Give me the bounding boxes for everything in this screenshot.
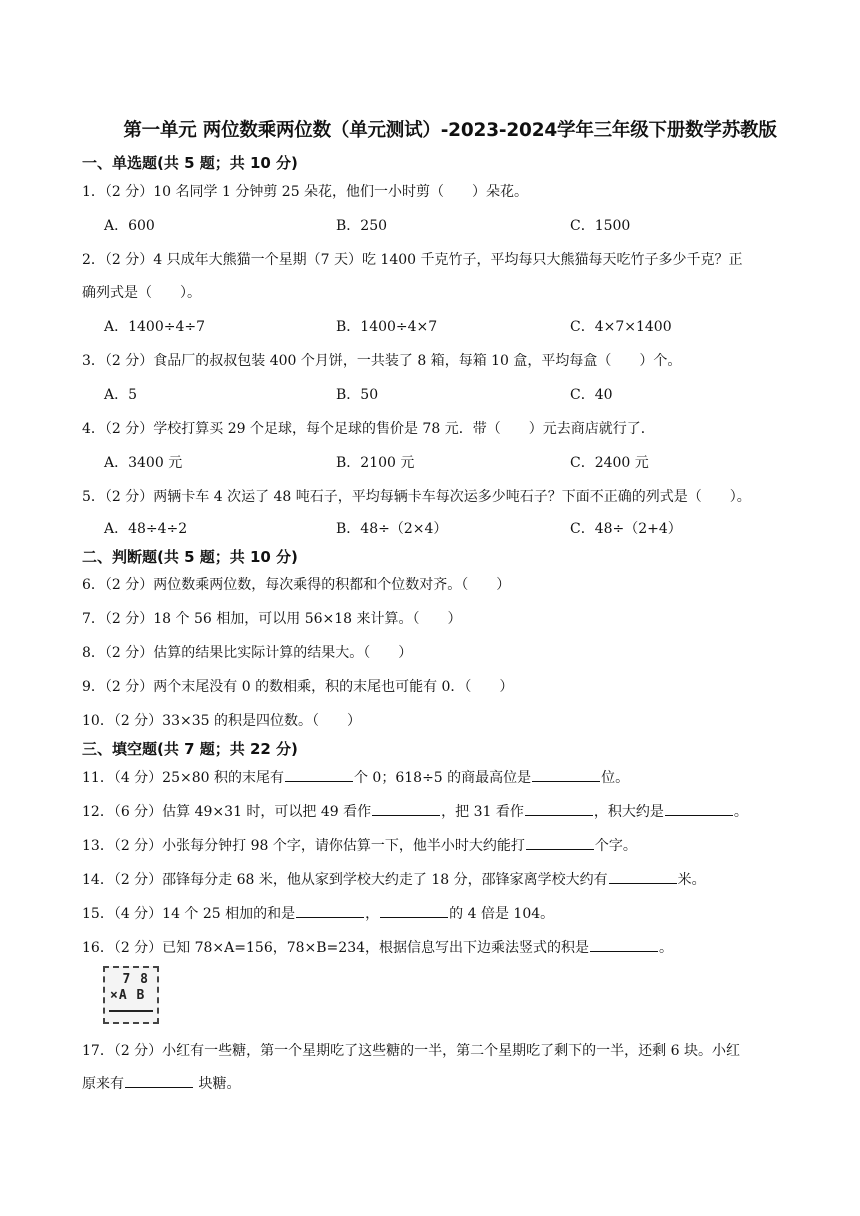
question-13-text: 13．（2 分）小张每分钟打 98 个字，请你估算一下，他半小时大约能打	[82, 838, 525, 854]
option-a: A．5	[104, 387, 138, 403]
option-b: B．50	[336, 387, 379, 403]
question-17-line-2	[82, 1073, 240, 1093]
section-heading-fill-blank: 三、填空题(共 7 题；共 22 分)	[82, 740, 298, 758]
question-13-text: 个字。	[594, 838, 637, 854]
question-2-line-1: 2．（2 分）4 只成年大熊猫一个星期（7 天）吃 1400 千克竹子，平均每只大熊猫每天吃竹子多少千克？正	[82, 252, 743, 268]
question-15-text: 的 4 倍是 104。	[449, 906, 555, 922]
option-a: A．3400 元	[104, 455, 183, 471]
section-heading-single-choice: 一、单选题(共 5 题；共 10 分)	[82, 154, 298, 172]
answer-blank[interactable]	[665, 803, 733, 816]
question-14	[82, 869, 706, 889]
answer-blank[interactable]	[296, 905, 364, 918]
question-8: 8．（2 分）估算的结果比实际计算的结果大。（ ）	[82, 645, 413, 661]
option-a: A．600	[104, 218, 155, 234]
option-b: B．1400÷4×7	[336, 319, 438, 335]
option-b: B．2100 元	[336, 455, 415, 471]
question-11-text: 个 0；618÷5 的商最高位是	[353, 770, 532, 786]
question-3-options	[104, 384, 804, 404]
option-c: C．40	[570, 387, 613, 403]
question-3: 3．（2 分）食品厂的叔叔包装 400 个月饼，一共装了 8 箱，每箱 10 盒，平均每盒（ ）个。	[82, 353, 682, 369]
option-c: C．2400 元	[570, 455, 649, 471]
question-11-text: 11．（4 分）25×80 积的末尾有	[82, 770, 284, 786]
option-a: A．1400÷4÷7	[104, 319, 206, 335]
answer-blank[interactable]	[525, 803, 593, 816]
answer-blank[interactable]	[285, 769, 353, 782]
question-17-text: 原来有	[82, 1076, 124, 1092]
question-9: 9．（2 分）两个末尾没有 0 的数相乘，积的末尾也可能有 0．（ ）	[82, 679, 514, 695]
question-17-text: 块糖。	[194, 1076, 241, 1092]
question-16	[82, 937, 673, 957]
question-1: 1．（2 分）10 名同学 1 分钟剪 25 朵花，他们一小时剪（ ）朵花。	[82, 184, 529, 200]
question-5-options	[104, 518, 804, 538]
option-a: A．48÷4÷2	[104, 521, 188, 537]
figure-result-rule	[109, 1010, 153, 1012]
question-16-text: 16．（2 分）已知 78×A=156，78×B=234，根据信息写出下边乘法竖式的积是	[82, 940, 590, 956]
option-b: B．48÷（2×4）	[336, 521, 448, 537]
question-15-text: 15．（4 分）14 个 25 相加的和是	[82, 906, 296, 922]
question-12-text: 。	[733, 804, 748, 820]
page-title: 第一单元 两位数乘两位数（单元测试）-2023-2024学年三年级下册数学苏教版	[123, 120, 777, 141]
vertical-multiplication-figure	[103, 966, 159, 1024]
option-b: B．250	[336, 218, 388, 234]
question-5: 5．（2 分）两辆卡车 4 次运了 48 吨石子，平均每辆卡车每次运多少吨石子？下面不正确的列式是（ ）。	[82, 489, 751, 505]
question-11-text: 位。	[601, 770, 630, 786]
question-15-text: ，	[365, 906, 380, 922]
answer-blank[interactable]	[609, 871, 677, 884]
answer-blank[interactable]	[526, 837, 594, 850]
question-13	[82, 835, 637, 855]
figure-multiplicand: 7 8	[122, 972, 149, 987]
question-12-text: 12．（6 分）估算 49×31 时，可以把 49 看作	[82, 804, 372, 820]
question-14-text: 米。	[677, 872, 706, 888]
question-11	[82, 767, 629, 787]
question-4: 4．（2 分）学校打算买 29 个足球，每个足球的售价是 78 元．带（ ）元去商店就行了．	[82, 421, 655, 437]
question-12	[82, 801, 748, 821]
answer-blank[interactable]	[380, 905, 448, 918]
option-c: C．48÷（2+4）	[570, 521, 682, 537]
question-15	[82, 903, 554, 923]
question-12-text: ，把 31 看作	[441, 804, 524, 820]
question-7: 7．（2 分）18 个 56 相加，可以用 56×18 来计算。（ ）	[82, 611, 462, 627]
question-2-options	[104, 316, 804, 336]
answer-blank[interactable]	[372, 803, 440, 816]
question-16-text: 。	[659, 940, 674, 956]
option-c: C．4×7×1400	[570, 319, 672, 335]
question-6: 6．（2 分）两位数乘两位数，每次乘得的积都和个位数对齐。（ ）	[82, 577, 511, 593]
answer-blank[interactable]	[532, 769, 600, 782]
answer-blank[interactable]	[590, 939, 658, 952]
question-12-text: ，积大约是	[593, 804, 664, 820]
question-14-text: 14．（2 分）邵锋每分走 68 米，他从家到学校大约走了 18 分，邵锋家离学校大约有	[82, 872, 608, 888]
section-heading-true-false: 二、判断题(共 5 题；共 10 分)	[82, 548, 298, 566]
answer-blank[interactable]	[125, 1075, 193, 1088]
question-17-line-1: 17．（2 分）小红有一些糖，第一个星期吃了这些糖的一半，第二个星期吃了剩下的一半，还剩 6 块。小红	[82, 1043, 740, 1059]
option-c: C．1500	[570, 218, 631, 234]
question-4-options	[104, 452, 804, 472]
question-1-options	[104, 215, 804, 235]
question-10: 10．（2 分）33×35 的积是四位数。（ ）	[82, 713, 361, 729]
question-2-line-2: 确列式是（ ）。	[82, 285, 201, 301]
figure-multiplier: ×A B	[110, 988, 146, 1003]
